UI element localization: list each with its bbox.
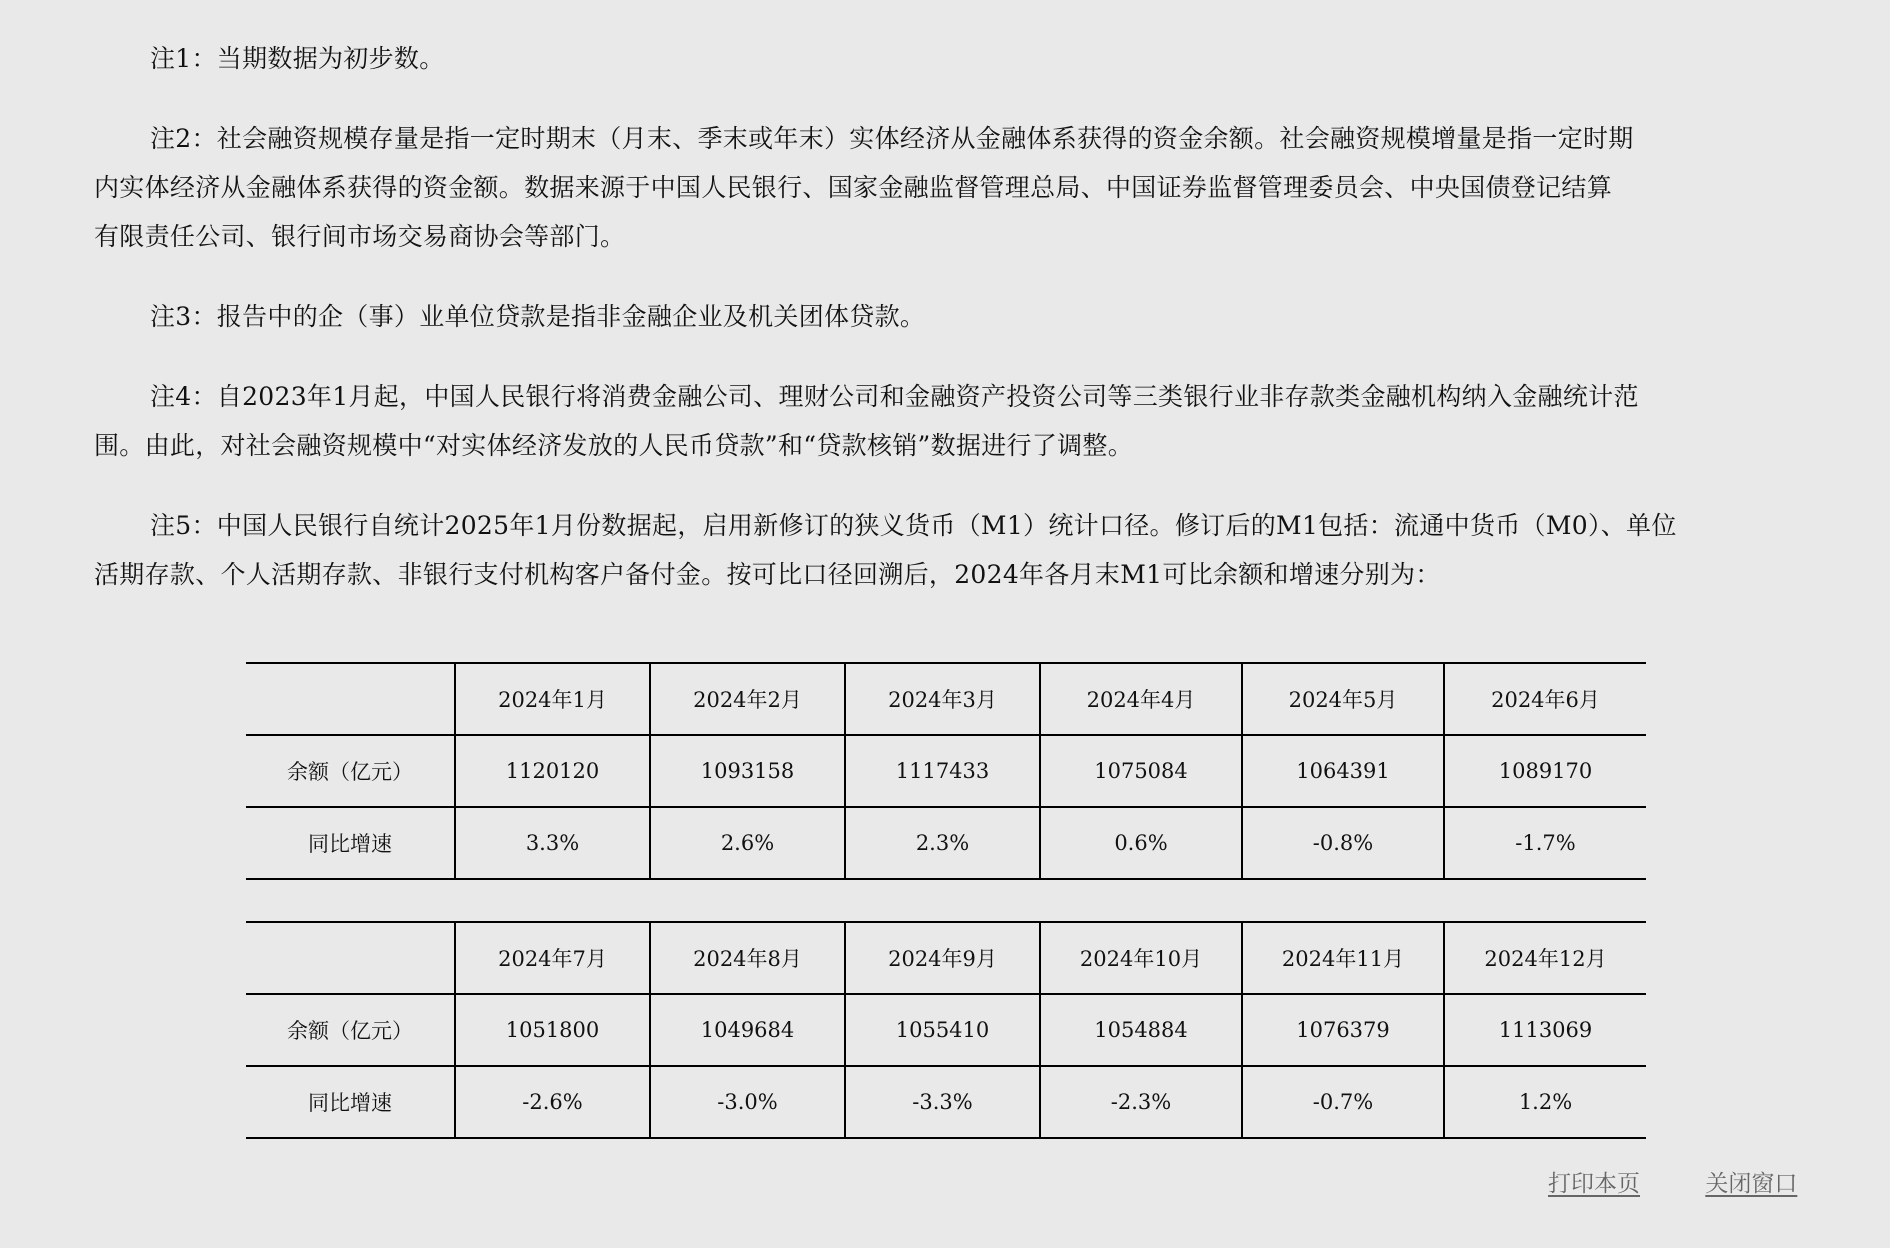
table-cell: 1055410	[845, 994, 1040, 1066]
note-line: 注2：社会融资规模存量是指一定时期末（月末、季末或年末）实体经济从金融体系获得的资金余额。社会融资规模增量是指一定时期	[150, 124, 1634, 153]
row-label: 余额（亿元）	[246, 735, 455, 807]
note-line: 围。由此，对社会融资规模中“对实体经济发放的人民币贷款”和“贷款核销”数据进行了调整。	[94, 431, 1134, 460]
header-cell: 2024年4月	[1040, 663, 1242, 735]
table-cell: 1076379	[1242, 994, 1444, 1066]
header-cell: 2024年10月	[1040, 922, 1242, 994]
note-line: 注3：报告中的企（事）业单位贷款是指非金融企业及机关团体贷款。	[150, 302, 926, 331]
table-cell: -0.7%	[1242, 1066, 1444, 1138]
note-line: 活期存款、个人活期存款、非银行支付机构客户备付金。按可比口径回溯后，2024年各月末M1可比余额和增速分别为：	[94, 560, 1441, 589]
table-row	[246, 994, 1646, 1066]
header-cell: 2024年8月	[650, 922, 845, 994]
row-label: 余额（亿元）	[246, 994, 455, 1066]
table-cell: -1.7%	[1444, 807, 1646, 879]
note-line: 内实体经济从金融体系获得的资金额。数据来源于中国人民银行、国家金融监督管理总局、中国证券监督管理委员会、中央国债登记结算	[94, 173, 1613, 202]
table-cell: 0.6%	[1040, 807, 1242, 879]
table-cell: 1054884	[1040, 994, 1242, 1066]
table-row	[246, 1066, 1646, 1138]
note-1	[94, 34, 1794, 83]
table-cell: 1064391	[1242, 735, 1444, 807]
note-3	[94, 292, 1794, 341]
footer-links	[1548, 1165, 1797, 1198]
header-cell: 2024年11月	[1242, 922, 1444, 994]
table-cell: 1089170	[1444, 735, 1646, 807]
table-cell: 1120120	[455, 735, 650, 807]
table-header-row	[246, 922, 1646, 994]
table-cell: 2.3%	[845, 807, 1040, 879]
table-cell: 1051800	[455, 994, 650, 1066]
table-cell: 3.3%	[455, 807, 650, 879]
table-cell: 1117433	[845, 735, 1040, 807]
header-cell: 2024年12月	[1444, 922, 1646, 994]
table-cell: 1113069	[1444, 994, 1646, 1066]
header-cell: 2024年6月	[1444, 663, 1646, 735]
table-cell: -2.3%	[1040, 1066, 1242, 1138]
table-row	[246, 735, 1646, 807]
row-label: 同比增速	[246, 807, 455, 879]
table-cell: 2.6%	[650, 807, 845, 879]
note-2	[94, 114, 1794, 261]
note-line: 注4：自2023年1月起，中国人民银行将消费金融公司、理财公司和金融资产投资公司等三类银行业非存款类金融机构纳入金融统计范	[150, 382, 1639, 411]
row-label: 同比增速	[246, 1066, 455, 1138]
close-window-link[interactable]: 关闭窗口	[1705, 1171, 1798, 1197]
header-cell: 2024年2月	[650, 663, 845, 735]
table-row	[246, 807, 1646, 879]
table-cell: 1049684	[650, 994, 845, 1066]
note-4	[94, 372, 1794, 470]
note-5	[94, 501, 1794, 599]
table-cell: -3.3%	[845, 1066, 1040, 1138]
table-cell: 1093158	[650, 735, 845, 807]
notes-section	[94, 34, 1794, 630]
table-cell: -2.6%	[455, 1066, 650, 1138]
table-cell: -3.0%	[650, 1066, 845, 1138]
note-line: 注5：中国人民银行自统计2025年1月份数据起，启用新修订的狭义货币（M1）统计口径。修订后的M1包括：流通中货币（M0）、单位	[150, 511, 1677, 540]
header-cell: 2024年3月	[845, 663, 1040, 735]
table-cell: 1075084	[1040, 735, 1242, 807]
header-cell: 2024年7月	[455, 922, 650, 994]
m1-table-h2	[246, 921, 1646, 1139]
table-header-row	[246, 663, 1646, 735]
header-cell: 2024年5月	[1242, 663, 1444, 735]
table-cell: 1.2%	[1444, 1066, 1646, 1138]
note-line: 注1：当期数据为初步数。	[150, 44, 445, 73]
header-cell: 2024年9月	[845, 922, 1040, 994]
header-cell: 2024年1月	[455, 663, 650, 735]
table-cell: -0.8%	[1242, 807, 1444, 879]
note-line: 有限责任公司、银行间市场交易商协会等部门。	[94, 222, 626, 251]
m1-table-h1	[246, 662, 1646, 880]
header-cell	[246, 663, 455, 735]
print-page-link[interactable]: 打印本页	[1548, 1171, 1640, 1197]
header-cell	[246, 922, 455, 994]
